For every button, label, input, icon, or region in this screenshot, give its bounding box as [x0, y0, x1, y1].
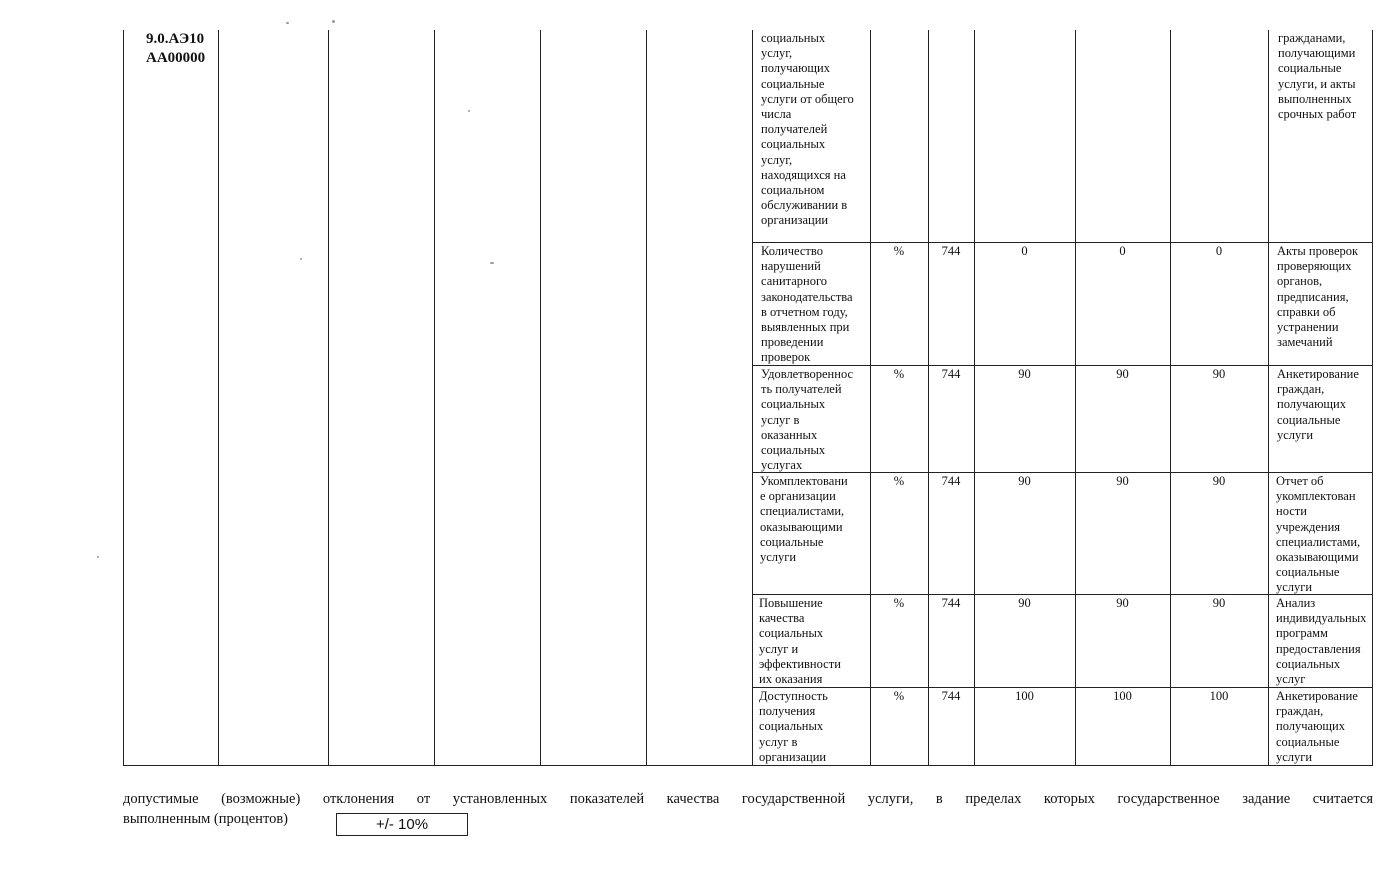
- okei-cell: 744: [941, 367, 961, 381]
- okei-cell: 744: [941, 474, 961, 488]
- indicator-cell: Повышение качества социальных услуг и эффективности их оказания: [759, 596, 841, 687]
- table-col-divider: [752, 30, 753, 766]
- value-year2-cell: 90: [1116, 367, 1129, 381]
- row-divider: [752, 242, 1373, 243]
- table-border-right: [1372, 30, 1373, 766]
- indicator-cell: Доступность получения социальных услуг в организации: [759, 689, 828, 764]
- tolerance-statement: допустимые (возможные) отклонения от установленных показателей качества государственной услуги, в пределах которых государственное задание считается: [123, 791, 1373, 807]
- source-cell: Отчет об укомплектован ности учреждения специалистами, оказывающими социальные услуги: [1276, 474, 1361, 595]
- value-year1-cell: 90: [1018, 367, 1031, 381]
- table-col-divider: [974, 30, 975, 766]
- table-border-left: [123, 30, 124, 766]
- unit-cell: %: [893, 689, 905, 703]
- value-year1-cell: 90: [1018, 474, 1031, 488]
- indicator-cell: социальных услуг, получающих социальные услуги от общего числа получателей социальных услуг, находящихся на социальном обслуживании в организации: [761, 31, 854, 228]
- table-col-divider: [218, 30, 219, 766]
- scan-speck: [468, 110, 470, 112]
- value-year3-cell: 90: [1212, 474, 1226, 488]
- source-cell: Акты проверок проверяющих органов, предписания, справки об устранении замечаний: [1277, 244, 1359, 350]
- value-year1-cell: 90: [1018, 596, 1031, 610]
- value-year3-cell: 90: [1212, 596, 1226, 610]
- source-cell: Анализ индивидуальных программ предоставления социальных услуг: [1276, 596, 1367, 687]
- table-col-divider: [328, 30, 329, 766]
- table-col-divider: [540, 30, 541, 766]
- unit-cell: %: [893, 474, 905, 488]
- table-col-divider: [1268, 30, 1269, 766]
- scan-speck: [286, 22, 289, 24]
- service-code: 9.0.АЭ10 АА00000: [146, 31, 206, 66]
- table-border-bottom: [123, 765, 1373, 766]
- table-col-divider: [870, 30, 871, 766]
- value-year2-cell: 100: [1113, 689, 1132, 703]
- source-cell: гражданами, получающими социальные услуги, и акты выполненных срочных работ: [1278, 31, 1357, 122]
- unit-cell: %: [893, 367, 905, 381]
- scan-speck: [332, 20, 335, 23]
- table-col-divider: [1075, 30, 1076, 766]
- value-year1-cell: 0: [1021, 244, 1028, 258]
- value-year3-cell: 100: [1209, 689, 1229, 703]
- table-col-divider: [434, 30, 435, 766]
- value-year2-cell: 0: [1119, 244, 1126, 258]
- tolerance-statement-end: выполненным (процентов): [123, 811, 289, 827]
- source-cell: Анкетирование граждан, получающих социальные услуги: [1276, 689, 1358, 764]
- indicator-cell: Удовлетвореннос ть получателей социальных услуг в оказанных социальных услугах: [761, 367, 854, 473]
- okei-cell: 744: [941, 244, 961, 258]
- scan-speck: [97, 556, 99, 558]
- unit-cell: %: [893, 596, 905, 610]
- value-year3-cell: 90: [1212, 367, 1226, 381]
- table-col-divider: [646, 30, 647, 766]
- value-year2-cell: 90: [1116, 474, 1129, 488]
- scan-speck: [300, 258, 302, 260]
- table-col-divider: [928, 30, 929, 766]
- tolerance-value-box: +/- 10%: [336, 813, 468, 836]
- indicator-cell: Укомплектовани е организации специалистами, оказывающими социальные услуги: [760, 474, 848, 565]
- value-year1-cell: 100: [1015, 689, 1034, 703]
- indicator-cell: Количество нарушений санитарного законодательства в отчетном году, выявленных при проведении проверок: [761, 244, 853, 365]
- scan-speck: [490, 262, 494, 264]
- value-year3-cell: 0: [1215, 244, 1223, 258]
- unit-cell: %: [893, 244, 905, 258]
- value-year2-cell: 90: [1116, 596, 1129, 610]
- okei-cell: 744: [941, 689, 961, 703]
- okei-cell: 744: [941, 596, 961, 610]
- table-col-divider: [1170, 30, 1171, 766]
- source-cell: Анкетирование граждан, получающих социальные услуги: [1277, 367, 1359, 442]
